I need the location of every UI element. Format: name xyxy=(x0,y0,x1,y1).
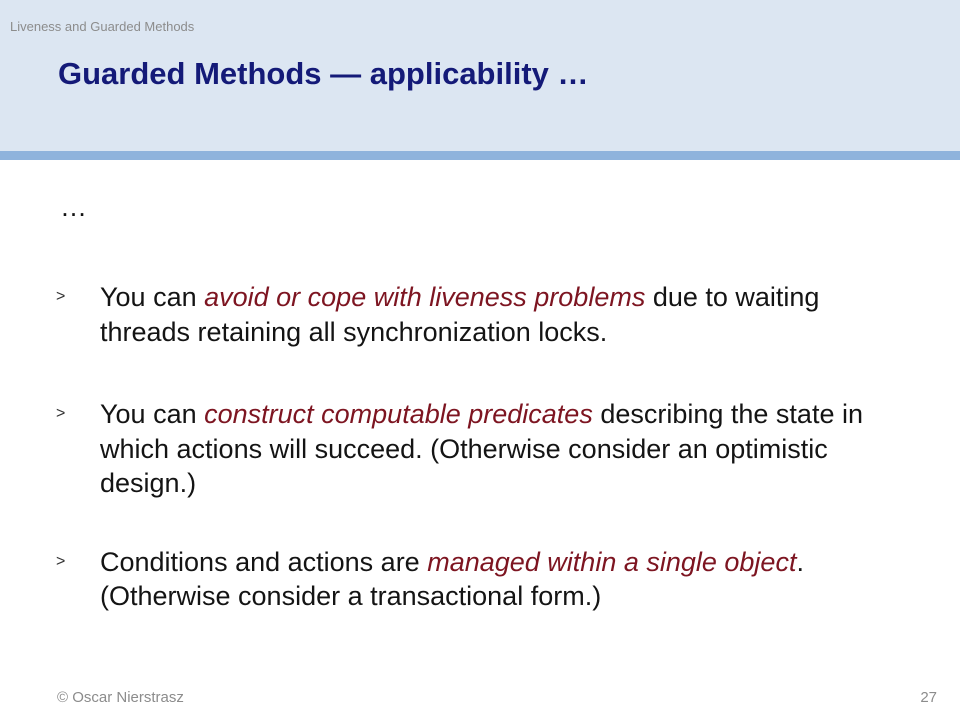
bullet-text-pre: Conditions and actions are xyxy=(100,546,428,577)
bullet-text-pre: You can xyxy=(100,282,205,312)
bullet-text-post: due to waiting threads retaining all synchronization locks. xyxy=(100,282,820,347)
header-divider xyxy=(0,151,960,160)
ellipsis-text: … xyxy=(60,192,87,222)
bullet-item xyxy=(56,397,916,501)
bullet-text xyxy=(100,282,819,347)
bullet-marker-icon: > xyxy=(56,405,66,423)
footer-copyright: © Oscar Nierstrasz xyxy=(57,689,184,706)
bullet-item xyxy=(56,280,916,349)
section-label: Liveness and Guarded Methods xyxy=(10,19,195,34)
bullet-text xyxy=(100,547,804,612)
slide-title: Guarded Methods — applicability … xyxy=(58,56,589,91)
bullet-marker-icon: > xyxy=(56,552,66,570)
bullet-highlight: construct computable predicates xyxy=(204,399,593,430)
bullet-text-post: . (Otherwise consider a transactional form.) xyxy=(100,546,804,612)
bullet-text-post: describing the state in which actions will succeed. (Otherwise consider an optimistic design.) xyxy=(100,399,863,499)
bullet-list xyxy=(56,280,916,662)
page-number: 27 xyxy=(920,689,937,706)
bullet-highlight: avoid or cope with liveness problems xyxy=(204,282,646,312)
bullet-marker-icon: > xyxy=(56,288,66,305)
bullet-text xyxy=(100,399,863,498)
bullet-highlight: managed within a single object xyxy=(427,546,797,577)
bullet-item xyxy=(56,545,916,614)
bullet-text-pre: You can xyxy=(100,399,205,430)
